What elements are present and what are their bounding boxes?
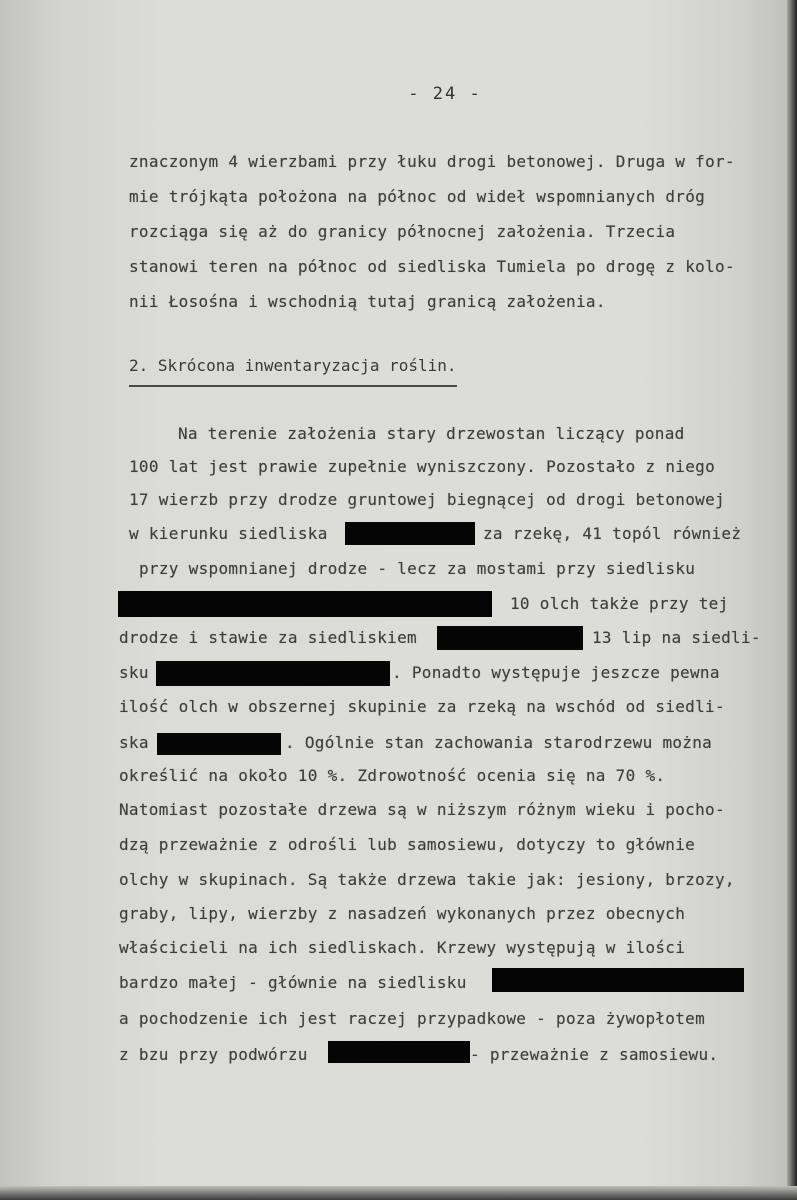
text-line: Na terenie założenia stary drzewostan liczący ponad: [178, 424, 685, 443]
text-line: ilość olch w obszernej skupinie za rzeką na wschód od siedli-: [119, 697, 725, 716]
text-line-continuation: - przeważnie z samosiewu.: [470, 1045, 719, 1064]
text-line: sku: [119, 663, 149, 682]
redaction-box: [156, 661, 390, 686]
text-line-continuation: . Ogólnie stan zachowania starodrzewu można: [285, 733, 713, 752]
text-line-continuation: za rzekę, 41 topól również: [483, 524, 742, 543]
text-line: znaczonym 4 wierzbami przy łuku drogi betonowej. Druga w for-: [129, 152, 735, 171]
redaction-box: [118, 591, 492, 617]
text-line: określić na około 10 %. Zdrowotność ocenia się na 70 %.: [119, 766, 666, 785]
text-line: w kierunku siedliska: [129, 524, 328, 543]
text-line: dzą przeważnie z odrośli lub samosiewu, dotyczy to głównie: [119, 835, 696, 854]
redaction-box: [328, 1041, 470, 1063]
text-line: Natomiast pozostałe drzewa są w niższym różnym wieku i pocho-: [119, 800, 725, 819]
page-number: - 24 -: [408, 84, 482, 104]
text-line: 17 wierzb przy drodze gruntowej biegnącej od drogi betonowej: [129, 490, 725, 509]
redaction-box: [345, 522, 475, 545]
section-heading: 2. Skrócona inwentaryzacja roślin.: [129, 356, 457, 387]
text-line: przy wspomnianej drodze - lecz za mostami przy siedlisku: [139, 559, 696, 578]
page-edge-shadow-right: [787, 0, 797, 1200]
redaction-box: [157, 733, 281, 755]
page-edge-shadow-bottom: [0, 1186, 797, 1200]
text-line-continuation: 10 olch także przy tej: [510, 594, 729, 613]
text-line-continuation: . Ponadto występuje jeszcze pewna: [392, 663, 720, 682]
text-line: nii Łosośna i wschodnią tutaj granicą założenia.: [129, 292, 606, 311]
text-line: mie trójkąta położona na północ od wideł wspomnianych dróg: [129, 187, 706, 206]
redaction-box: [437, 626, 583, 650]
text-line: graby, lipy, wierzby z nasadzeń wykonanych przez obecnych: [119, 904, 686, 923]
redaction-box: [492, 968, 744, 992]
text-line: rozciąga się aż do granicy północnej założenia. Trzecia: [129, 222, 676, 241]
text-line: właścicieli na ich siedliskach. Krzewy występują w ilości: [119, 938, 686, 957]
text-line: drodze i stawie za siedliskiem: [119, 628, 417, 647]
text-line: ska: [119, 733, 149, 752]
text-line: 100 lat jest prawie zupełnie wyniszczony. Pozostało z niego: [129, 457, 716, 476]
text-line: stanowi teren na północ od siedliska Tumiela po drogę z kolo-: [129, 257, 735, 276]
text-line: bardzo małej - głównie na siedlisku: [119, 973, 467, 992]
text-line: a pochodzenie ich jest raczej przypadkowe - poza żywopłotem: [119, 1009, 706, 1028]
text-line: z bzu przy podwórzu: [119, 1045, 308, 1064]
text-line: olchy w skupinach. Są także drzewa takie jak: jesiony, brzozy,: [119, 870, 735, 889]
text-line-continuation: 13 lip na siedli-: [592, 628, 761, 647]
